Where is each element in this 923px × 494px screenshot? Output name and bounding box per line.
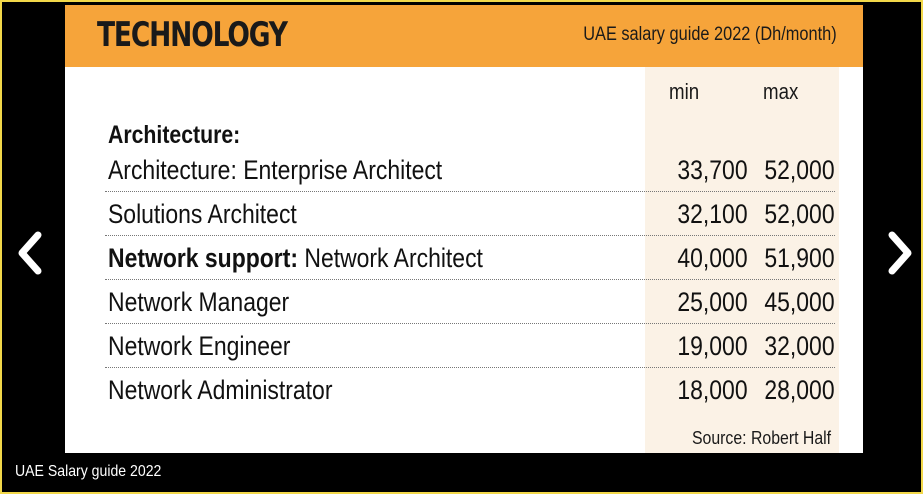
chevron-right-icon	[880, 227, 920, 279]
table-row	[105, 280, 835, 324]
row-label: Network Manager	[108, 287, 290, 317]
table-row	[105, 368, 835, 412]
table-row	[105, 324, 835, 368]
source-note: Source: Robert Half	[691, 428, 831, 448]
row-min-value: 32,100	[677, 199, 748, 229]
column-header-min: min	[669, 79, 700, 104]
row-min-value: 19,000	[677, 331, 748, 361]
table-row	[105, 148, 835, 192]
card-title: TECHNOLOGY	[97, 15, 287, 55]
row-label: Solutions Architect	[108, 199, 297, 229]
column-header-max: max	[763, 79, 799, 104]
card-header	[65, 5, 863, 67]
row-max-value: 32,000	[764, 331, 835, 361]
row-max-value: 45,000	[764, 287, 835, 317]
row-min-value: 18,000	[677, 375, 748, 405]
row-label: Network support: Network Architect	[108, 243, 483, 273]
table-row	[105, 236, 835, 280]
next-slide-button[interactable]	[880, 227, 920, 279]
row-max-value: 28,000	[764, 375, 835, 405]
row-label: Network Administrator	[108, 375, 333, 405]
row-min-value: 25,000	[677, 287, 748, 317]
row-max-value: 52,000	[764, 199, 835, 229]
section-heading: Architecture:	[108, 121, 241, 149]
row-min-value: 40,000	[677, 243, 748, 273]
row-max-value: 51,900	[764, 243, 835, 273]
row-min-value: 33,700	[677, 155, 748, 185]
table-row	[105, 192, 835, 236]
row-label: Architecture: Enterprise Architect	[108, 155, 443, 185]
image-caption: UAE Salary guide 2022	[15, 463, 162, 480]
salary-card-image	[65, 5, 863, 453]
chevron-left-icon	[10, 227, 50, 279]
row-label: Network Engineer	[108, 331, 291, 361]
row-max-value: 52,000	[764, 155, 835, 185]
previous-slide-button[interactable]	[10, 227, 50, 279]
card-subtitle: UAE salary guide 2022 (Dh/month)	[583, 24, 837, 45]
